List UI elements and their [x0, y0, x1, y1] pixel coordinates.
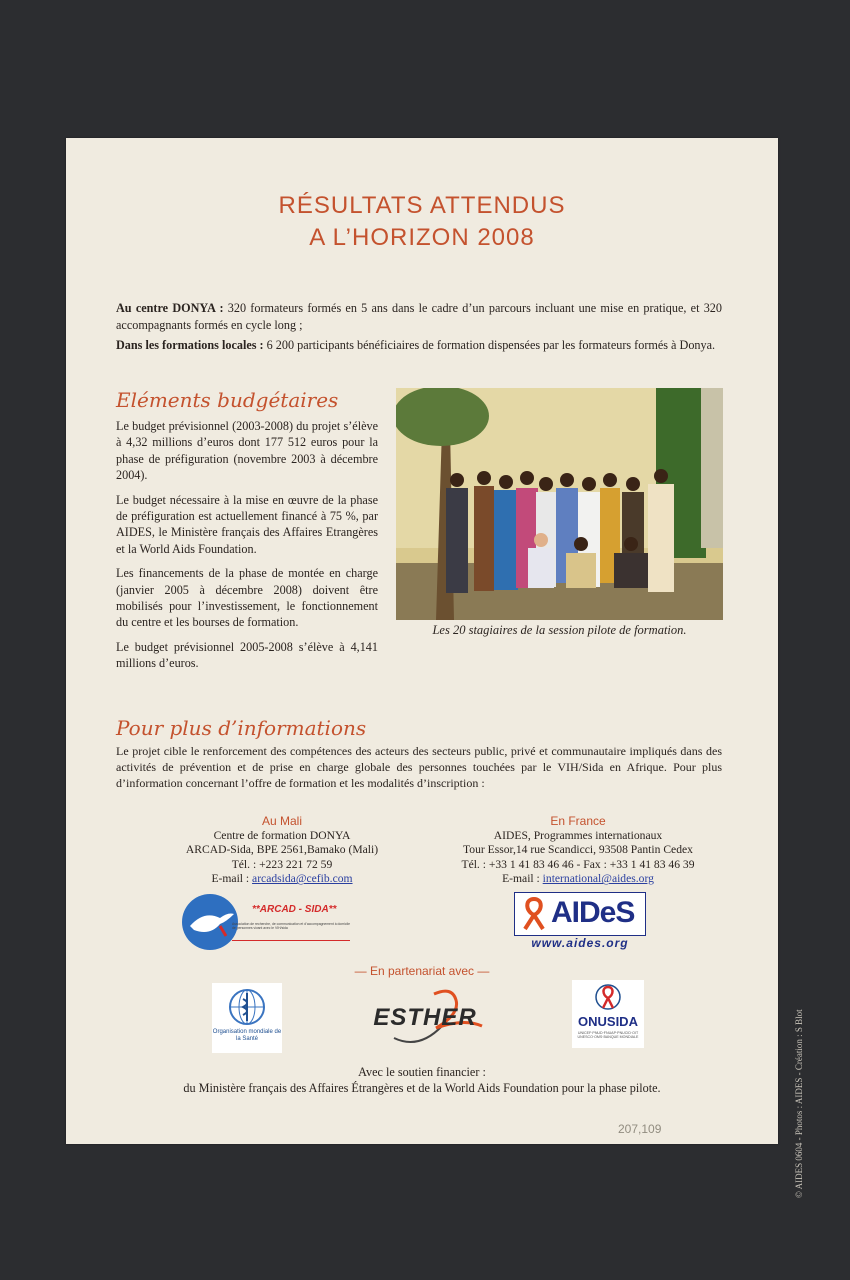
contact-france-email-row — [458, 872, 698, 887]
contact-france-line: Tél. : +33 1 41 83 46 46 - Fax : +33 1 41 83 46 39 — [461, 857, 695, 871]
email-link-mali[interactable]: arcadsida@cefib.com — [252, 872, 353, 886]
arcad-logo-text: **ARCAD - SIDA** — [252, 904, 337, 915]
intro-local — [116, 337, 722, 354]
group-photo-illustration — [396, 388, 723, 620]
contact-mali-email-row — [162, 872, 402, 887]
contact-mali-heading: Au Mali — [261, 814, 302, 828]
arcad-logo-subtext: Association de recherche, de communication et d’accompagnement à domicile de personnes vivant avec le VIH/sida — [232, 922, 350, 930]
intro-donya-label: Au centre DONYA : — [116, 301, 224, 315]
support-line-1: Avec le soutien financier : — [358, 1065, 486, 1079]
contact-mali-line: Centre de formation DONYA — [213, 828, 351, 842]
support-line-2: du Ministère français des Affaires Étrangères et de la World Aids Foundation pour la phase pilote. — [183, 1081, 661, 1095]
contact-france-line: Tour Essor,14 rue Scandicci, 93508 Pantin Cedex — [463, 843, 693, 857]
arcad-sida-logo — [180, 892, 350, 954]
oms-logo — [212, 983, 282, 1053]
onusida-logo — [572, 980, 644, 1048]
who-emblem-icon — [227, 987, 267, 1027]
contact-mali-line: ARCAD-Sida, BPE 2561,Bamako (Mali) — [185, 843, 379, 857]
info-text: Le projet cible le renforcement des compétences des acteurs des secteurs public, privé et communautaire impliqués dans des activités de prévention et de prise en charge globale des personnes touchées par le VIH/Sida en Afrique. Pour plus d’information concernant l’offre de formation et les modalités d’inscription : — [116, 744, 722, 791]
esther-logo — [364, 986, 486, 1048]
title-line-2: A L’HORIZON 2008 — [309, 224, 535, 251]
group-photo — [396, 388, 723, 620]
budget-column — [116, 418, 378, 680]
aides-logo-box — [514, 892, 646, 936]
budget-paragraph: Le budget prévisionnel (2003-2008) du projet s’élève à 4,32 millions d’euros dont 177 512 euros pour la phase de préfiguration (novembre 2003 à décembre 2004). — [116, 419, 378, 483]
budget-heading: Eléments budgétaires — [116, 388, 339, 412]
photo-caption: Les 20 stagiaires de la session pilote de formation. — [432, 623, 687, 637]
aides-url-text: www.aides.org — [531, 936, 629, 950]
red-ribbon-icon — [521, 897, 547, 931]
info-heading: Pour plus d’informations — [116, 716, 367, 740]
budget-paragraph: Les financements de la phase de montée en charge (janvier 2005 à décembre 2008) doivent être mobilisés pour l’investissement, le fonctionnement du centre et les bourses de formation. — [116, 566, 378, 630]
contact-france-heading: En France — [550, 814, 606, 828]
onusida-logo-text: ONUSIDA — [578, 1014, 638, 1029]
page-title — [66, 190, 778, 254]
intro-donya-text: 320 formateurs formés en 5 ans dans le cadre d’un parcours incluant une mise en pratique, et 320 accompagnants formés en cycle long ; — [116, 301, 722, 332]
document-page — [66, 138, 804, 1198]
partner-label: — En partenariat avec — — [354, 964, 490, 978]
esther-logo-text: ESTHER — [373, 1004, 477, 1031]
email-link-france[interactable]: international@aides.org — [542, 872, 654, 886]
email-label: E-mail : — [502, 872, 543, 886]
arcad-logo-rule — [232, 940, 350, 941]
contact-france — [458, 814, 698, 887]
inventory-number: 207,109 — [618, 1122, 662, 1136]
contact-mali-line: Tél. : +223 221 72 59 — [231, 857, 333, 871]
budget-paragraph: Le budget nécessaire à la mise en œuvre de la phase de préfiguration est actuellement financé à 75 %, par AIDES, le Ministère français des Affaires Etrangères et la World Aids Foundation. — [116, 492, 378, 556]
support-text — [66, 1064, 778, 1096]
title-line-1: RÉSULTATS ATTENDUS — [278, 192, 566, 219]
photo-credit: © AIDES 0604 - Photos : AIDES - Création : S Blot — [794, 1009, 804, 1198]
aides-logo — [514, 892, 646, 952]
un-emblem-icon — [593, 983, 623, 1011]
intro-local-text: 6 200 participants bénéficiaires de formation dispensées par les formateurs formés à Donya. — [263, 338, 716, 352]
contact-mali — [162, 814, 402, 887]
contact-france-line: AIDES, Programmes internationaux — [493, 828, 663, 842]
budget-paragraph: Le budget prévisionnel 2005-2008 s’élève à 4,141 millions d’euros. — [116, 639, 378, 671]
intro-local-label: Dans les formations locales : — [116, 338, 264, 352]
aides-logo-text: AIDeS — [551, 896, 635, 929]
email-label: E-mail : — [211, 872, 253, 886]
oms-logo-text: Organisation mondiale de la Santé — [212, 1029, 282, 1042]
onusida-logo-subtext: UNICEF·PNUD·FNUAP·PNUCID·OIT UNESCO·OMS·BANQUE MONDIALE — [577, 1031, 639, 1040]
intro-donya — [116, 300, 722, 334]
